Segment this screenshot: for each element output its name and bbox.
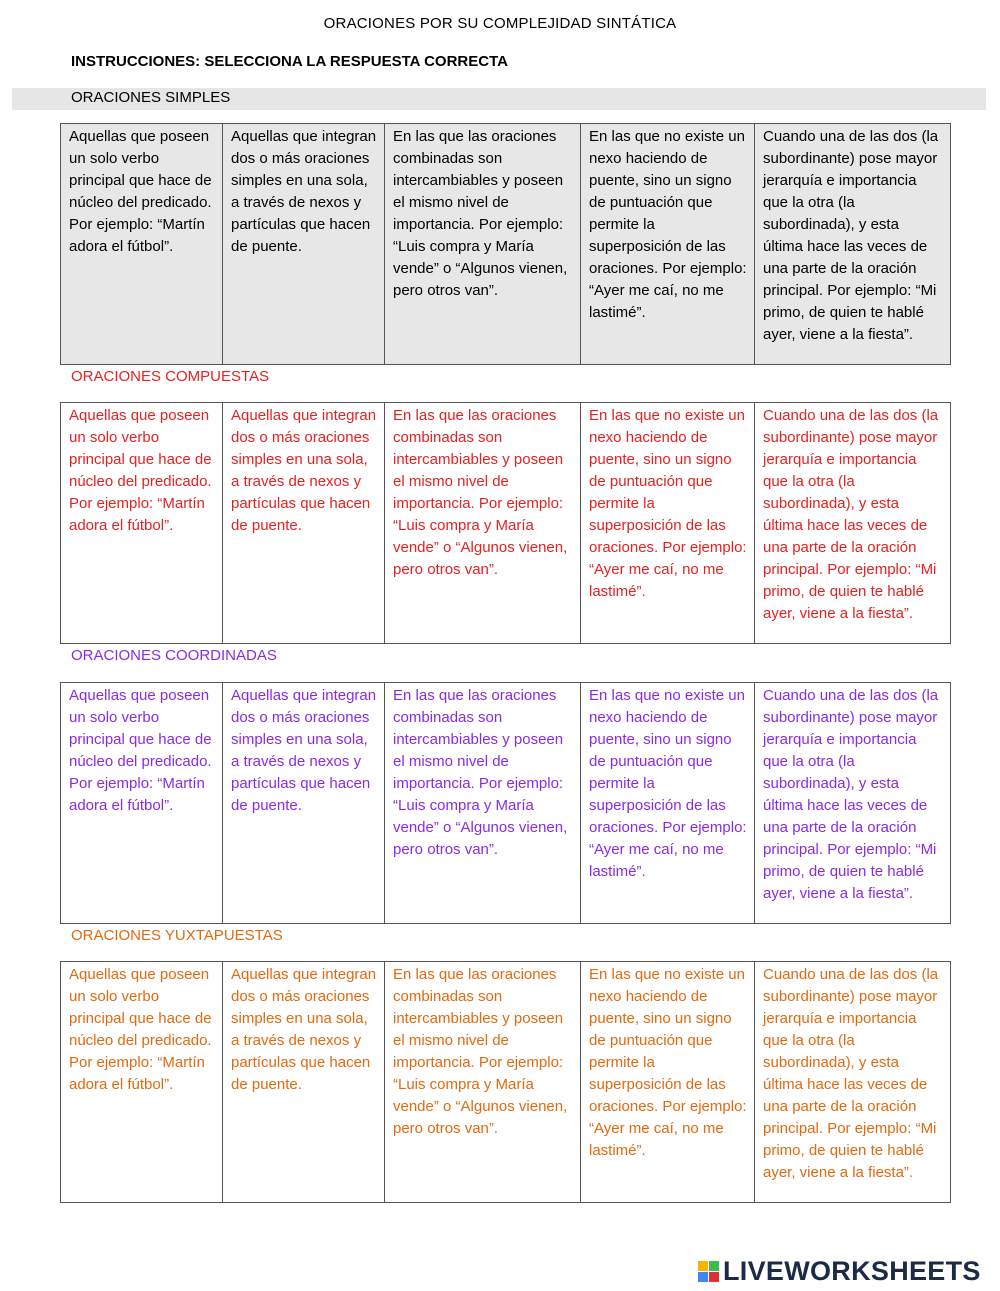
option-5[interactable]: Cuando una de las dos (la subordinante) pose mayor jerarquía e importancia que la otra (la subordinada), y esta última hace las veces de una parte de la oración principal. Por ejemplo: “Mi primo, de quien te hablé ayer, viene a la fiesta”. [755,124,951,365]
option-4[interactable]: En las que no existe un nexo haciendo de puente, sino un signo de puntuación que permite la superposición de las oraciones. Por ejemplo: “Ayer me caí, no me lastimé”. [581,403,755,644]
logo-mark-tile [698,1261,708,1271]
option-2[interactable]: Aquellas que integran dos o más oraciones simples en una sola, a través de nexos y partículas que hacen de puente. [223,683,385,924]
option-3[interactable]: En las que las oraciones combinadas son intercambiables y poseen el mismo nivel de importancia. Por ejemplo: “Luis compra y María vende” o “Algunos vienen, pero otros van”. [385,962,581,1203]
option-1[interactable]: Aquellas que poseen un solo verbo principal que hace de núcleo del predicado. Por ejemplo: “Martín adora el fútbol”. [61,124,223,365]
option-2[interactable]: Aquellas que integran dos o más oraciones simples en una sola, a través de nexos y partículas que hacen de puente. [223,962,385,1203]
options-table-compuestas [60,402,951,644]
logo-mark-tile [709,1261,719,1271]
option-1[interactable]: Aquellas que poseen un solo verbo principal que hace de núcleo del predicado. Por ejemplo: “Martín adora el fútbol”. [61,962,223,1203]
option-2[interactable]: Aquellas que integran dos o más oraciones simples en una sola, a través de nexos y partículas que hacen de puente. [223,124,385,365]
logo-mark-icon [698,1261,719,1282]
logo-mark-tile [698,1272,708,1282]
section-label-simples: ORACIONES SIMPLES [71,89,231,106]
option-5[interactable]: Cuando una de las dos (la subordinante) pose mayor jerarquía e importancia que la otra (la subordinada), y esta última hace las veces de una parte de la oración principal. Por ejemplo: “Mi primo, de quien te hablé ayer, viene a la fiesta”. [755,962,951,1203]
option-3[interactable]: En las que las oraciones combinadas son intercambiables y poseen el mismo nivel de importancia. Por ejemplo: “Luis compra y María vende” o “Algunos vienen, pero otros van”. [385,403,581,644]
option-4[interactable]: En las que no existe un nexo haciendo de puente, sino un signo de puntuación que permite la superposición de las oraciones. Por ejemplo: “Ayer me caí, no me lastimé”. [581,124,755,365]
option-4[interactable]: En las que no existe un nexo haciendo de puente, sino un signo de puntuación que permite la superposición de las oraciones. Por ejemplo: “Ayer me caí, no me lastimé”. [581,683,755,924]
options-table-yuxtapuestas [60,961,951,1203]
logo-text: LIVEWORKSHEETS [723,1256,981,1286]
option-4[interactable]: En las que no existe un nexo haciendo de puente, sino un signo de puntuación que permite la superposición de las oraciones. Por ejemplo: “Ayer me caí, no me lastimé”. [581,962,755,1203]
option-1[interactable]: Aquellas que poseen un solo verbo principal que hace de núcleo del predicado. Por ejemplo: “Martín adora el fútbol”. [61,403,223,644]
instructions: INSTRUCCIONES: SELECCIONA LA RESPUESTA CORRECTA [71,53,508,70]
section-label-yuxtapuestas: ORACIONES YUXTAPUESTAS [71,927,283,944]
options-table-coordinadas [60,682,951,924]
section-label-coordinadas: ORACIONES COORDINADAS [71,647,277,664]
section-label-compuestas: ORACIONES COMPUESTAS [71,368,270,385]
options-table-simples [60,123,951,365]
liveworksheets-logo [698,1256,981,1287]
page-title: ORACIONES POR SU COMPLEJIDAD SINTÁTICA [323,15,677,32]
option-1[interactable]: Aquellas que poseen un solo verbo principal que hace de núcleo del predicado. Por ejemplo: “Martín adora el fútbol”. [61,683,223,924]
logo-mark-tile [709,1272,719,1282]
option-5[interactable]: Cuando una de las dos (la subordinante) pose mayor jerarquía e importancia que la otra (la subordinada), y esta última hace las veces de una parte de la oración principal. Por ejemplo: “Mi primo, de quien te hablé ayer, viene a la fiesta”. [755,683,951,924]
option-3[interactable]: En las que las oraciones combinadas son intercambiables y poseen el mismo nivel de importancia. Por ejemplo: “Luis compra y María vende” o “Algunos vienen, pero otros van”. [385,683,581,924]
option-3[interactable]: En las que las oraciones combinadas son intercambiables y poseen el mismo nivel de importancia. Por ejemplo: “Luis compra y María vende” o “Algunos vienen, pero otros van”. [385,124,581,365]
option-5[interactable]: Cuando una de las dos (la subordinante) pose mayor jerarquía e importancia que la otra (la subordinada), y esta última hace las veces de una parte de la oración principal. Por ejemplo: “Mi primo, de quien te hablé ayer, viene a la fiesta”. [755,403,951,644]
option-2[interactable]: Aquellas que integran dos o más oraciones simples en una sola, a través de nexos y partículas que hacen de puente. [223,403,385,644]
